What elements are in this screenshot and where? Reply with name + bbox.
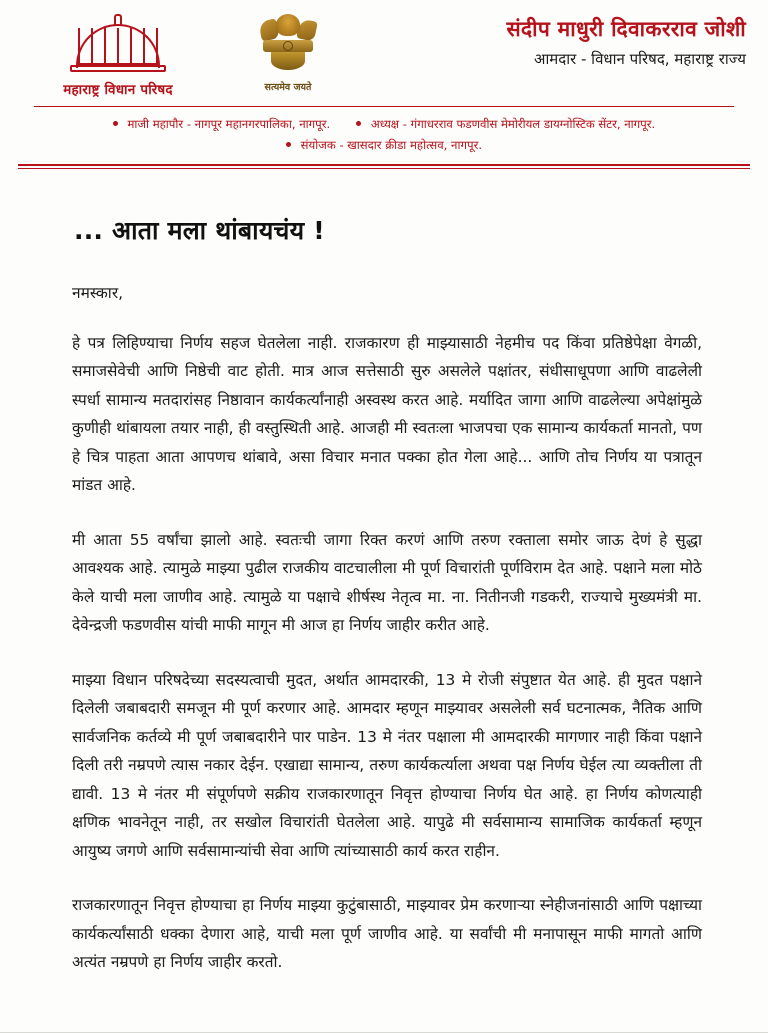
paragraph: हे पत्र लिहिण्याचा निर्णय सहज घेतलेला नाही. राजकारण ही माझ्यासाठी नेहमीच पद किंवा प्रतिष्ठेपेक्षा वेगळी, समाजसेवेची आणि निष्ठेची वाट होती. मात्र आज सत्तेसाठी सुरु असलेले पक्षांतर, संधीसाधूपणा आणि वाढलेली स्पर्धा सामान्य मतदारांसह निष्ठावान कार्यकर्त्यांनाही अस्वस्थ करत आहे. मर्यादित जागा आणि वाढलेल्या अपेक्षांमुळे कुणीही थांबायला तयार नाही, ही वस्तुस्थिती आहे. आजही मी स्वतःला भाजपचा एक सामान्य कार्यकर्ता मानतो, पण हे चित्र पाहता आता आपणच थांबावे, असा विचार मनात पक्का होत गेला आहे... आणि तोच निर्णय या पत्रातून मांडत आहे. <box>72 333 702 495</box>
letterhead-left-block <box>18 10 218 98</box>
letterhead-right-block <box>358 10 750 69</box>
vidhan-parishad-emblem-icon <box>70 14 166 76</box>
role-item <box>356 114 655 134</box>
letterhead-bottom-rule-thin <box>18 168 750 169</box>
bullet-icon <box>113 121 118 126</box>
page-bottom-divider <box>0 1032 768 1033</box>
paragraph: मी आता 55 वर्षांचा झालो आहे. स्वतःची जागा रिक्त करणं आणि तरुण रक्ताला समोर जाऊ देणं हे सुद्धा आवश्यक आहे. त्यामुळे माझ्या पुढील राजकीय वाटचालीला मी पूर्ण विचारांती पूर्णविराम देत आहे. पक्षाने मला मोठे केले याची मला जाणीव आहे. त्यामुळे या पक्षाचे शीर्षस्थ नेतृत्व मा. ना. नितीनजी गडकरी, राज्याचे मुख्यमंत्री मा. देवेन्द्रजी फडणवीस यांची माफी मागून मी आज हा निर्णय जाहीर करीत आहे. <box>72 530 702 635</box>
ashoka-pillar-emblem-icon <box>257 12 319 78</box>
letter-body <box>0 173 768 1033</box>
role-label: संयोजक - खासदार क्रीडा महोत्सव, नागपूर. <box>300 138 483 153</box>
left-emblem-caption: महाराष्ट्र विधान परिषद <box>63 82 173 98</box>
letterhead-top-row <box>18 10 750 98</box>
bullet-icon <box>356 121 361 126</box>
paragraph: माझ्या विधान परिषदेच्या सदस्यत्वाची मुदत, अर्थात आमदारकी, 13 मे रोजी संपुष्टात येत आहे. ही मुदत पक्षाने दिलेली जबाबदारी समजून मी पूर्ण करणार आहे. आमदार म्हणून माझ्यावर असलेली सर्व घटनात्मक, नैतिक आणि सार्वजनिक कर्तव्ये मी पूर्ण जबाबदारीने पार पाडेन. 13 मे नंतर पक्षाला मी आमदारकी मागणार नाही किंवा पक्षाने दिली तरी नम्रपणे त्यास नकार देईन. एखाद्या सामान्य, तरुण कार्यकर्त्याला अथवा पक्ष निर्णय घेईल त्या व्यक्तीला ती द्यावी. 13 मे नंतर मी संपूर्णपणे सक्रीय राजकारणातून निवृत्त होण्याचा निर्णय घेत आहे. हा निर्णय कोणत्याही क्षणिक भावनेतून नाही, तर सखोल विचारांती घेतलेला आहे. यापुढे मी सर्वसामान्य सामाजिक कार्यकर्ता म्हणून आयुष्य जगणे आणि सर्वसामान्यांची सेवा आणि त्यांच्यासाठी कार्य करत राहीन. <box>72 670 702 860</box>
role-label: माजी महापौर - नागपूर महानगरपालिका, नागपूर. <box>127 117 331 131</box>
letterhead <box>0 0 768 173</box>
bullet-icon <box>286 142 291 147</box>
role-item <box>113 114 330 134</box>
page-title: ... आता मला थांबायचंय ! <box>74 215 325 245</box>
letterhead-roles <box>18 107 750 164</box>
letterhead-center-block <box>218 10 358 93</box>
paragraph: राजकारणातून निवृत्त होण्याचा हा निर्णय माझ्या कुटुंबासाठी, माझ्यावर प्रेम करणाऱ्या स्नेहीजनांसाठी आणि पक्षाच्या कार्यकर्त्यांसाठी धक्का देणारा आहे, याची मला पूर्ण जाणीव आहे. या सर्वांची मी मनापासून माफी मागतो आणि अत्यंत नम्रपणे हा निर्णय जाहीर करतो. <box>72 896 702 972</box>
mla-designation: आमदार - विधान परिषद, महाराष्ट्र राज्य <box>533 50 746 69</box>
mla-name: संदीप माधुरी दिवाकरराव जोशी <box>506 17 746 41</box>
salutation: नमस्कार, <box>72 283 124 302</box>
ashoka-motto: सत्यमेव जयते <box>264 82 312 93</box>
letterhead-bottom-rule <box>18 164 750 166</box>
role-label: अध्यक्ष - गंगाधरराव फडणवीस मेमोरीयल डायग्नोस्टिक सेंटर, नागपूर. <box>370 117 656 131</box>
role-item <box>286 138 482 152</box>
